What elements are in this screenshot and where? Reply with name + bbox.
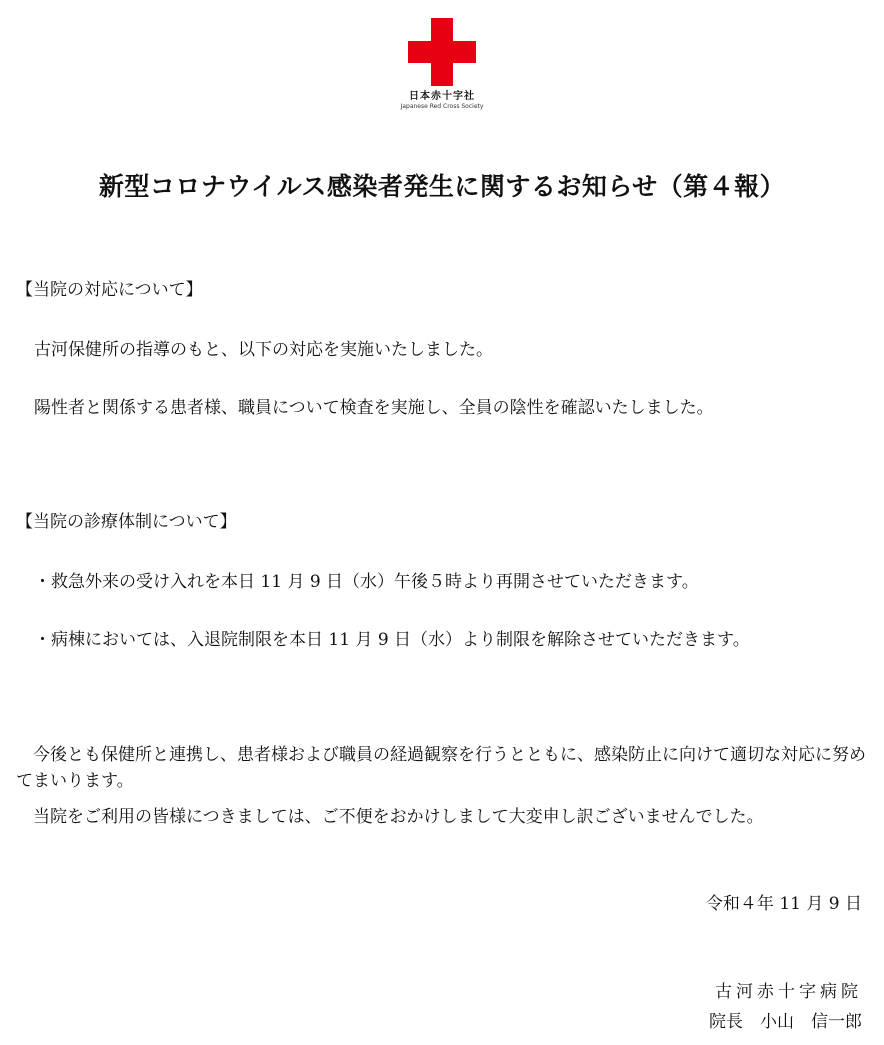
- red-cross-logo: [392, 18, 492, 111]
- logo-name-jp: 日本赤十字社: [409, 91, 475, 102]
- section1-heading: 【当院の対応について】: [16, 280, 203, 300]
- closing-paragraph-2: 当院をご利用の皆様につきましては、ご不便をおかけしまして大変申し訳ございませんでした。: [33, 807, 764, 827]
- section1-line-1: 古河保健所の指導のもと、以下の対応を実施いたしました。: [34, 340, 493, 360]
- section1-line-2: 陽性者と関係する患者様、職員について検査を実施し、全員の陰性を確認いたしました。: [34, 398, 714, 418]
- notice-date: 令和４年 11 月 9 日: [705, 894, 862, 914]
- hospital-name: 古河赤十字病院: [715, 982, 862, 1002]
- red-cross-icon: [408, 18, 476, 86]
- section2-heading: 【当院の診療体制について】: [16, 512, 237, 532]
- director-name: 院長 小山 信一郎: [709, 1012, 862, 1032]
- page-title: 新型コロナウイルス感染者発生に関するお知らせ（第４報）: [98, 172, 786, 201]
- section2-item-1: ・救急外来の受け入れを本日 11 月 9 日（水）午後５時より再開させていただきます。: [34, 572, 699, 592]
- logo-name-en: Japanese Red Cross Society: [400, 103, 484, 110]
- closing-paragraph-1: 今後とも保健所と連携し、患者様および職員の経過観察を行うとともに、感染防止に向けて適切な対応に努めてまいります。: [16, 745, 866, 791]
- section2-item-2: ・病棟においては、入退院制限を本日 11 月 9 日（水）より制限を解除させていただきます。: [34, 630, 750, 650]
